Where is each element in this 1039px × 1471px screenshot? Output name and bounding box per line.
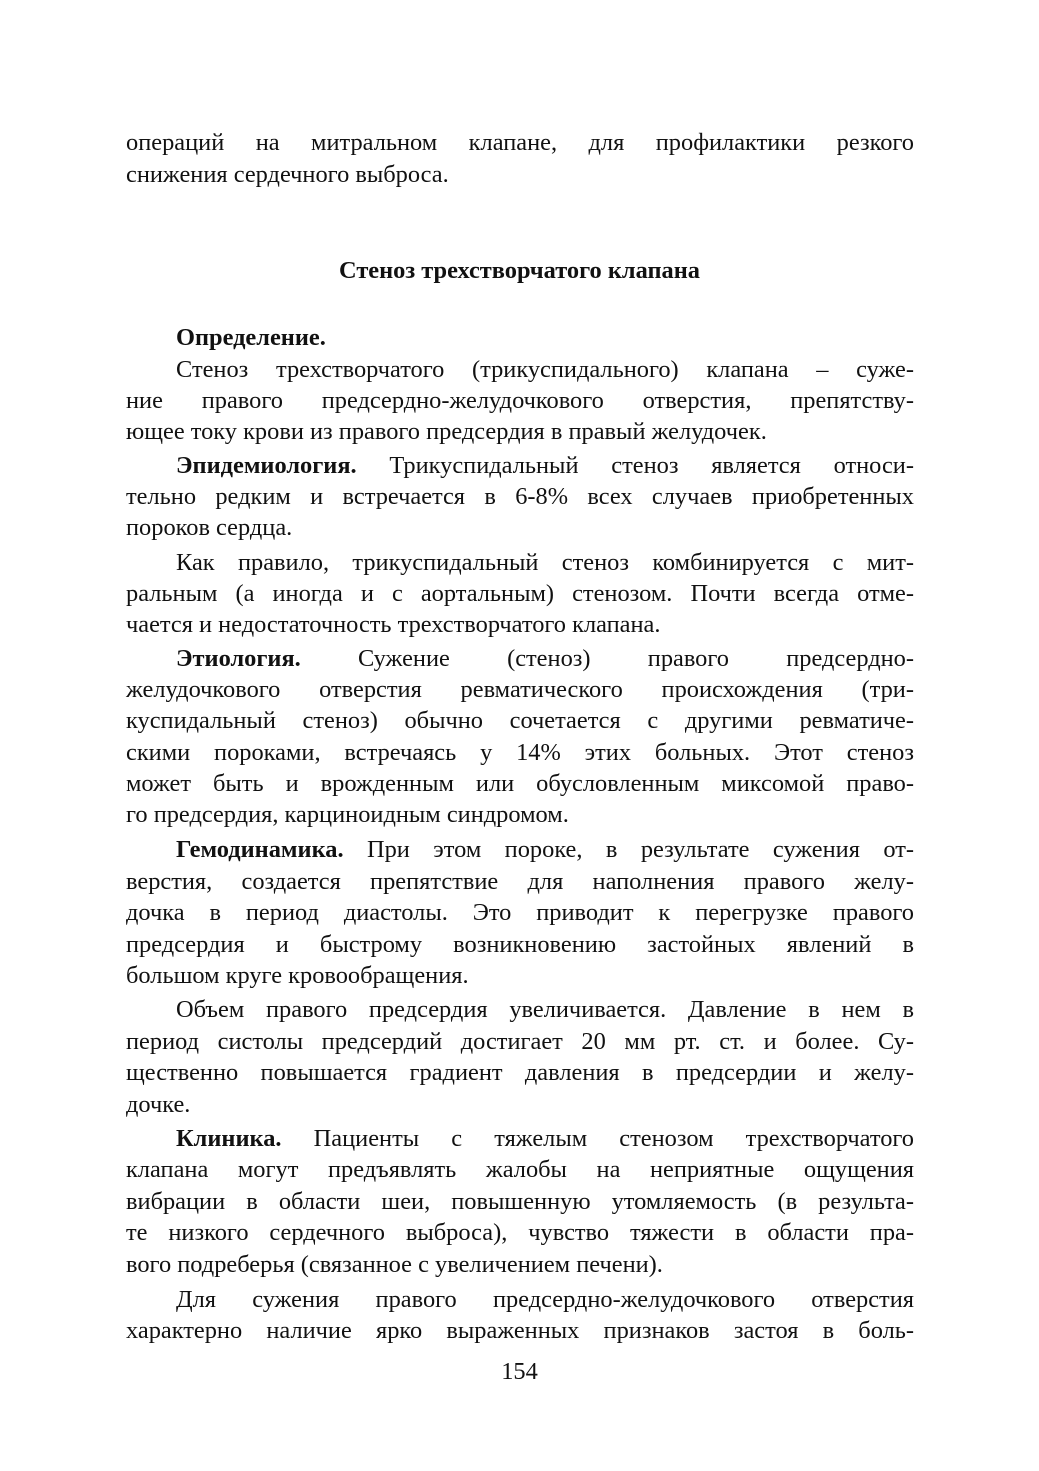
definition-line-2: ние правого предсердно-желудочкового отверстия, препятству- <box>126 387 914 414</box>
narrowing-line-1: Для сужения правого предсердно-желудочкового отверстия <box>176 1286 914 1313</box>
narrowing-line-2: характерно наличие ярко выраженных признаков застоя в боль- <box>126 1317 914 1344</box>
section-heading: Стеноз трехстворчатого клапана <box>339 257 700 284</box>
hemodynamics-line-5: большом круге кровообращения. <box>126 962 469 989</box>
volume-line-3: щественно повышается градиент давления в предсердии и желу- <box>126 1059 914 1086</box>
epidemiology-line-1: Эпидемиология. Трикуспидальный стеноз является относи- <box>176 452 914 479</box>
volume-line-4: дочке. <box>126 1091 191 1118</box>
definition-line-3: ющее току крови из правого предсердия в правый желудочек. <box>126 418 767 445</box>
etiology-line-6: го предсердия, карциноидным синдромом. <box>126 801 569 828</box>
etiology-line-3: куспидальный стеноз) обычно сочетается с другими ревматиче- <box>126 707 914 734</box>
epidemiology-line-2: тельно редким и встречается в 6-8% всех случаев приобретенных <box>126 483 914 510</box>
clinic-line-3: вибрации в области шеи, повышенную утомляемость (в результа- <box>126 1188 914 1215</box>
hemodynamics-line-3: дочка в период диастолы. Это приводит к перегрузке правого <box>126 899 914 926</box>
volume-line-2: период систолы предсердий достигает 20 мм рт. ст. и более. Су- <box>126 1028 914 1055</box>
combination-line-2: ральным (а иногда и с аортальным) стенозом. Почти всегда отме- <box>126 580 914 607</box>
epidemiology-line-3: пороков сердца. <box>126 514 293 541</box>
etiology-line-5: может быть и врожденным или обусловленным миксомой право- <box>126 770 914 797</box>
clinic-label: Клиника. <box>176 1125 282 1152</box>
hemodynamics-line-2: верстия, создается препятствие для наполнения правого желу- <box>126 868 914 895</box>
volume-line-1: Объем правого предсердия увеличивается. Давление в нем в <box>176 996 914 1023</box>
intro-line-2: снижения сердечного выброса. <box>126 161 449 188</box>
etiology-line-2: желудочкового отверстия ревматического происхождения (три- <box>126 676 914 703</box>
intro-line-1: операций на митральном клапане, для профилактики резкого <box>126 129 914 156</box>
clinic-line-2: клапана могут предъявлять жалобы на неприятные ощущения <box>126 1156 914 1183</box>
definition-label: Определение. <box>176 324 326 351</box>
hemodynamics-label: Гемодинамика. <box>176 836 344 863</box>
etiology-line-4: скими пороками, встречаясь у 14% этих больных. Этот стеноз <box>126 739 914 766</box>
etiology-label: Этиология. <box>176 645 301 672</box>
clinic-line-5: вого подреберья (связанное с увеличением печени). <box>126 1251 663 1278</box>
clinic-line-4: те низкого сердечного выброса), чувство тяжести в области пра- <box>126 1219 914 1246</box>
combination-line-1: Как правило, трикуспидальный стеноз комбинируется с мит- <box>176 549 914 576</box>
hemodynamics-line-1: Гемодинамика. При этом пороке, в результате сужения от- <box>176 836 914 863</box>
epidemiology-label: Эпидемиология. <box>176 452 357 479</box>
etiology-line-1: Этиология. Сужение (стеноз) правого предсердно- <box>176 645 914 672</box>
page-number: 154 <box>501 1358 538 1385</box>
clinic-line-1: Клиника. Пациенты с тяжелым стенозом трехстворчатого <box>176 1125 914 1152</box>
definition-line-1: Стеноз трехстворчатого (трикуспидального) клапана – суже- <box>176 356 914 383</box>
combination-line-3: чается и недостаточность трехстворчатого клапана. <box>126 611 661 638</box>
hemodynamics-line-4: предсердия и быстрому возникновению застойных явлений в <box>126 931 914 958</box>
